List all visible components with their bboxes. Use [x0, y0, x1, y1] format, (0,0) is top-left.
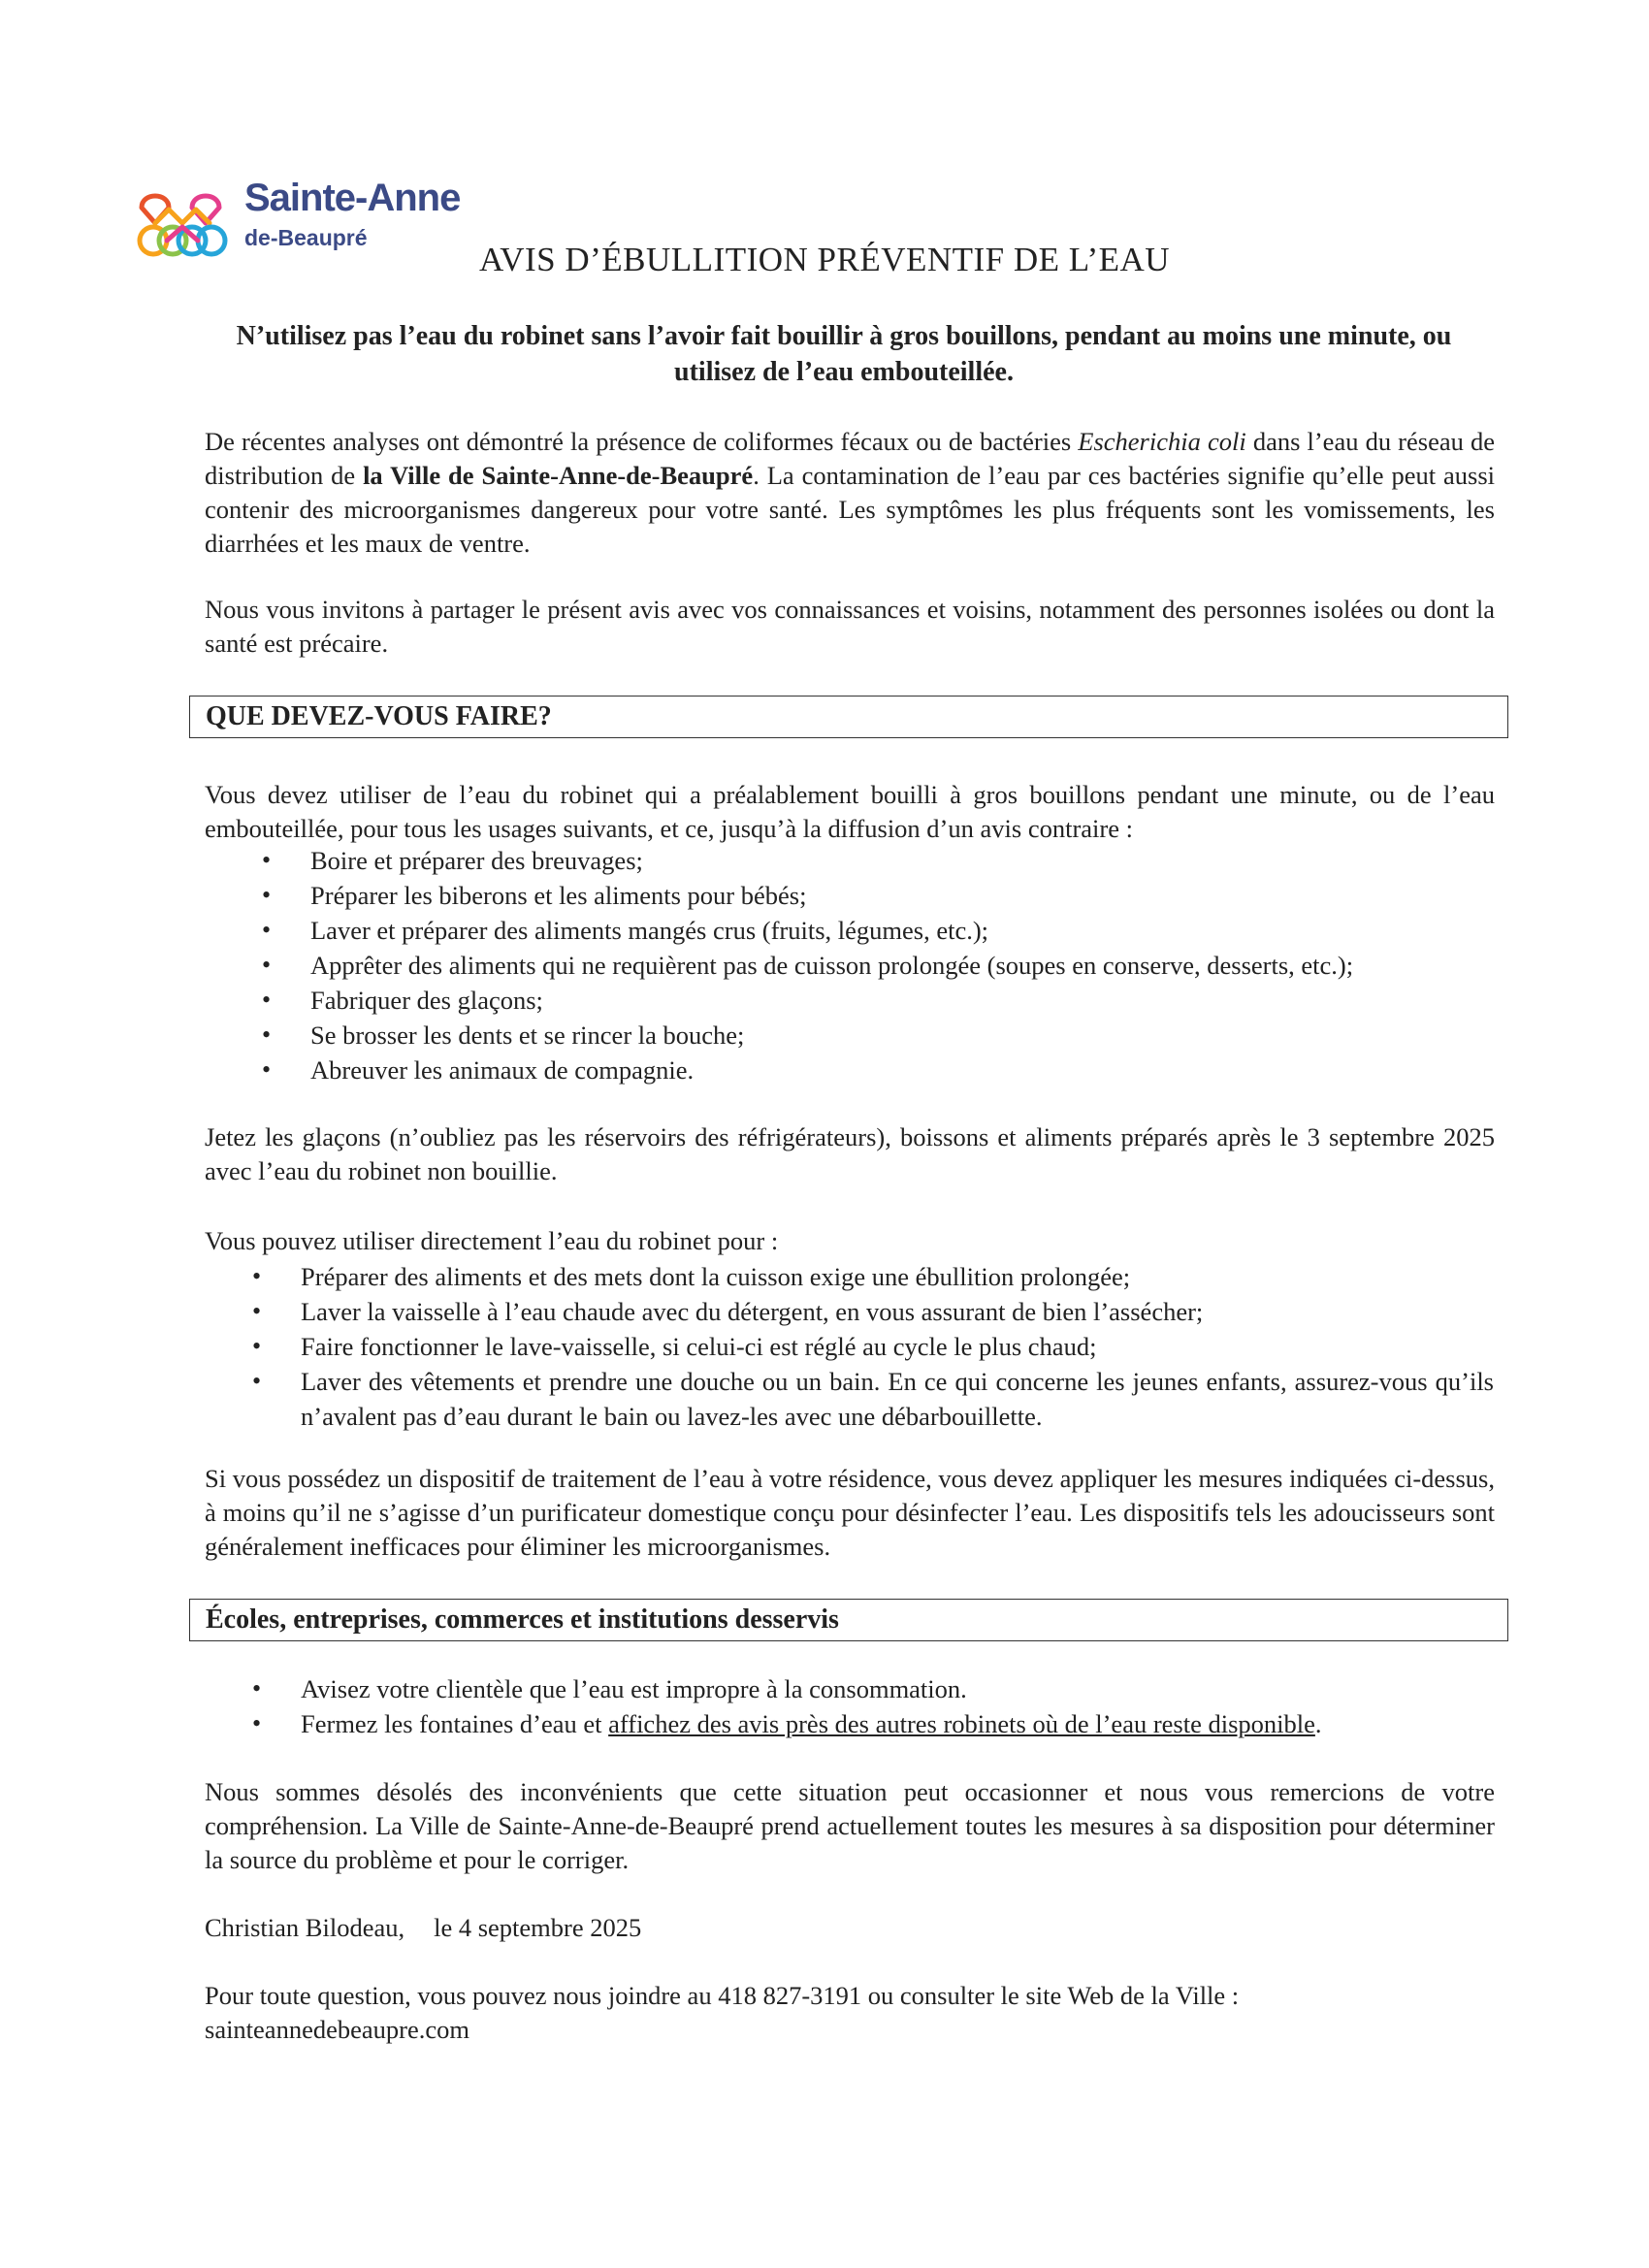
logo-subtitle: de-Beaupré: [244, 225, 368, 250]
list-item: • Fabriquer des glaçons;: [262, 983, 1504, 1018]
intro-text-2: dans l’eau du réseau de distribution de: [205, 427, 1495, 490]
institutions-underlined-text: affichez des avis près des autres robinets où de l’eau reste disponible: [608, 1709, 1315, 1738]
section-heading-what-to-do: QUE DEVEZ-VOUS FAIRE?: [189, 696, 1508, 738]
list-item: • Apprêter des aliments qui ne requièrent pas de cuisson prolongée (soupes en conserve, desserts, etc.);: [262, 948, 1504, 983]
list-item: • Abreuver les animaux de compagnie.: [262, 1053, 1504, 1087]
institutions-item-end: .: [1314, 1709, 1322, 1738]
direct-use-intro: Vous pouvez utiliser directement l’eau du robinet pour :: [205, 1226, 779, 1255]
list-item: • Laver des vêtements et prendre une douche ou un bain. En ce qui concerne les jeunes enfants, assurez-vous qu’ils n’avalent pas d’eau durant le bain ou lavez-les avec une débarbouillette.: [252, 1364, 1494, 1434]
list-item: • Laver et préparer des aliments mangés crus (fruits, légumes, etc.);: [262, 913, 1504, 948]
list-item: • Préparer des aliments et des mets dont la cuisson exige une ébullition prolongée;: [252, 1259, 1494, 1294]
page-title: AVIS D’ÉBULLITION PRÉVENTIF DE L’EAU: [478, 241, 1171, 278]
signature-name: Christian Bilodeau,: [205, 1913, 405, 1942]
intro-text-1: De récentes analyses ont démontré la présence de coliformes fécaux ou de bactéries: [205, 427, 1079, 456]
intro-paragraph: [205, 425, 1495, 561]
intro-bacteria-name: Escherichia coli: [1078, 427, 1246, 456]
contact-paragraph: [205, 1979, 1495, 2047]
logo-name: Sainte-Anne: [244, 177, 461, 219]
signature-line: [205, 1911, 1495, 1945]
intro-city-name: la Ville de Sainte-Anne-de-Beaupré: [363, 461, 754, 490]
list-item: • Avisez votre clientèle que l’eau est impropre à la consommation.: [252, 1671, 1504, 1706]
direct-uses-list: [252, 1259, 1494, 1434]
institutions-item-text: Fermez les fontaines d’eau et: [301, 1709, 609, 1738]
website-link[interactable]: sainteannedebeaupre.com: [205, 2015, 469, 2044]
contact-text: Pour toute question, vous pouvez nous joindre au 418 827-3191 ou consulter le site Web de la Ville :: [205, 1981, 1240, 2010]
list-item: • Préparer les biberons et les aliments pour bébés;: [262, 878, 1504, 913]
list-item: • Faire fonctionner le lave-vaisselle, si celui-ci est réglé au cycle le plus chaud;: [252, 1329, 1494, 1364]
signature-date: le 4 septembre 2025: [434, 1913, 642, 1942]
boil-instructions-paragraph: Vous devez utiliser de l’eau du robinet qui a préalablement bouilli à gros bouillons pendant une minute, ou de l’eau embouteillée, pour tous les usages suivants, et ce, jusqu’à la diffusion d’un avis contraire :: [205, 780, 1495, 843]
share-paragraph: Nous vous invitons à partager le présent avis avec vos connaissances et voisins, notamment des personnes isolées ou dont la santé est précaire.: [205, 595, 1495, 658]
list-item: • Se brosser les dents et se rincer la bouche;: [262, 1018, 1504, 1053]
intro-text-3: . La contamination de l’eau par ces bactéries signifie qu’elle peut aussi contenir des microorganismes dangereux pour votre santé. Les symptômes les plus fréquents sont les vomissements, les diarrhées et les maux de ventre.: [205, 461, 1495, 558]
discard-paragraph: Jetez les glaçons (n’oubliez pas les réservoirs des réfrigérateurs), boissons et aliments préparés après le 3 septembre 2025 avec l’eau du robinet non bouillie.: [205, 1122, 1495, 1185]
lead-warning: N’utilisez pas l’eau du robinet sans l’avoir fait bouillir à gros bouillons, pendant au moins une minute, ou utilisez de l’eau embouteillée.: [236, 321, 1452, 387]
list-item: • Boire et préparer des breuvages;: [262, 843, 1504, 878]
boiled-uses-list: [262, 843, 1504, 1087]
treatment-device-paragraph: Si vous possédez un dispositif de traitement de l’eau à votre résidence, vous devez appliquer les mesures indiquées ci-dessus, à moins qu’il ne s’agisse d’un purificateur domestique conçu pour désinfecter l’eau. Les dispositifs tels les adoucisseurs sont généralement inefficaces pour éliminer les microorganismes.: [205, 1464, 1495, 1561]
list-item: [252, 1706, 1504, 1741]
institutions-list: [252, 1671, 1504, 1741]
list-item: • Laver la vaisselle à l’eau chaude avec du détergent, en vous assurant de bien l’assécher;: [252, 1294, 1494, 1329]
section-heading-institutions: Écoles, entreprises, commerces et institutions desservis: [189, 1599, 1508, 1641]
closing-paragraph: Nous sommes désolés des inconvénients que cette situation peut occasionner et nous vous remercions de votre compréhension. La Ville de Sainte-Anne-de-Beaupré prend actuellement toutes les mesures à sa disposition pour déterminer la source du problème et pour le corriger.: [205, 1777, 1495, 1874]
